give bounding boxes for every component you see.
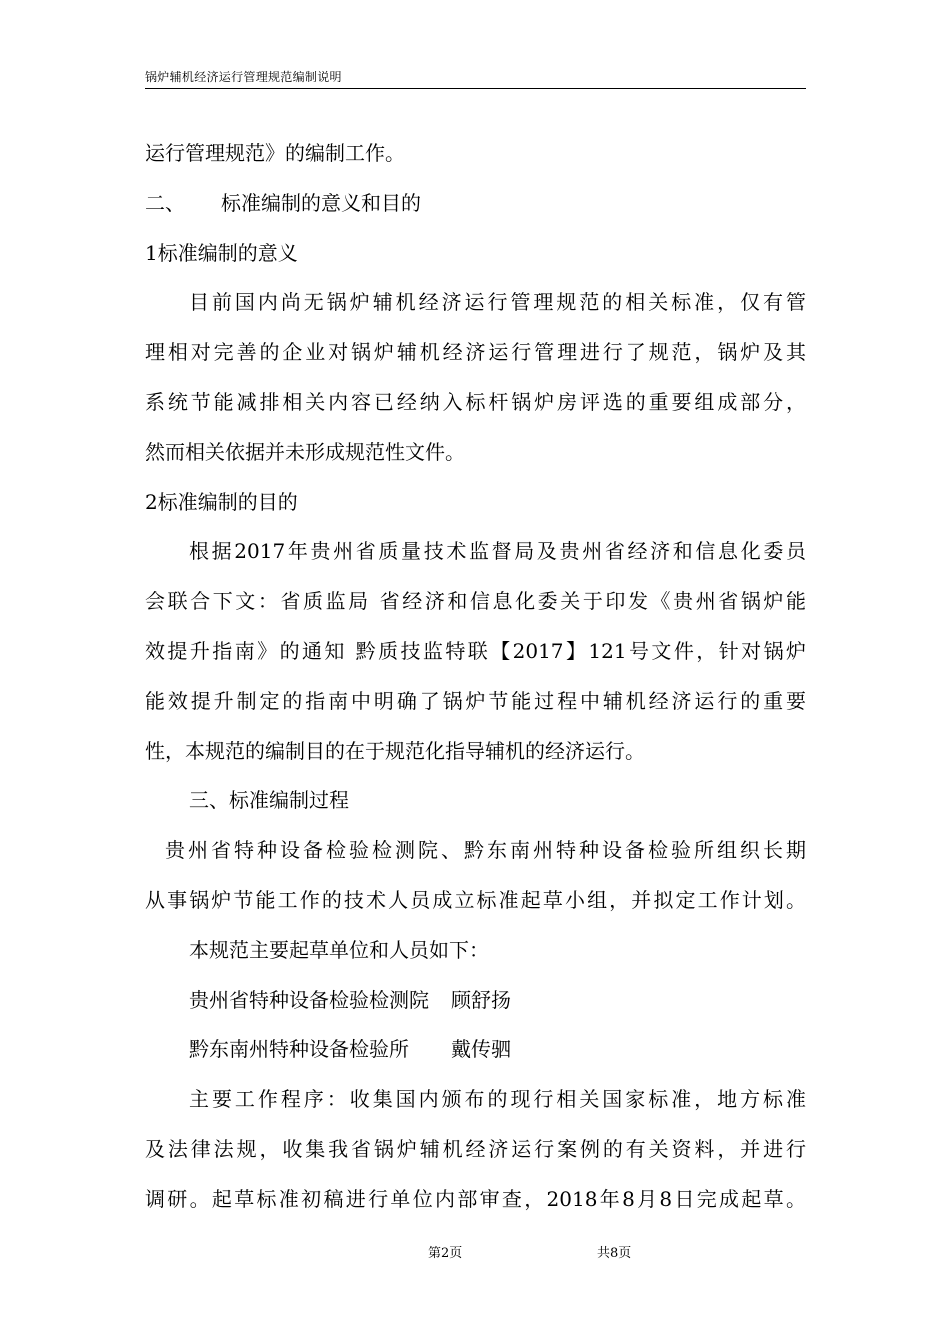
subheading-2: 2标准编制的目的 bbox=[145, 489, 298, 514]
paragraph-line: 目前国内尚无锅炉辅机经济运行管理规范的相关标准，仅有管 bbox=[189, 290, 806, 315]
paragraph-line: 理相对完善的企业对锅炉辅机经济运行管理进行了规范，锅炉及其 bbox=[145, 340, 806, 365]
paragraph-line: 本规范主要起草单位和人员如下： bbox=[189, 937, 489, 962]
paragraph-line: 主要工作程序：收集国内颁布的现行相关国家标准，地方标准 bbox=[189, 1087, 806, 1112]
paragraph-line: 会联合下文：省质监局 省经济和信息化委关于印发《贵州省锅炉能 bbox=[145, 589, 806, 614]
drafter-org: 黔东南州特种设备检验所 bbox=[189, 1037, 409, 1062]
drafter-row bbox=[145, 976, 806, 1026]
drafter-org: 贵州省特种设备检验检测院 bbox=[189, 987, 429, 1012]
paragraph-line: 性，本规范的编制目的在于规范化指导辅机的经济运行。 bbox=[145, 738, 645, 763]
header-title: 锅炉辅机经济运行管理规范编制说明 bbox=[145, 70, 342, 84]
subheading-1: 1标准编制的意义 bbox=[145, 240, 298, 265]
paragraph-line: 运行管理规范》的编制工作。 bbox=[145, 141, 405, 165]
section-heading-3: 三、标准编制过程 bbox=[189, 788, 349, 813]
page-total: 共8页 bbox=[597, 1246, 632, 1261]
paragraph-line: 效提升指南》的通知 黔质技监特联【2017】121号文件，针对锅炉 bbox=[145, 638, 806, 663]
paragraph-line: 然而相关依据并未形成规范性文件。 bbox=[145, 439, 465, 464]
paragraph-line: 根据2017年贵州省质量技术监督局及贵州省经济和信息化委员 bbox=[189, 539, 806, 564]
section-title: 标准编制的意义和目的 bbox=[221, 190, 421, 215]
page-header bbox=[145, 66, 806, 89]
drafter-person: 顾舒扬 bbox=[451, 987, 511, 1012]
drafter-row bbox=[145, 1025, 806, 1075]
paragraph-line: 系统节能减排相关内容已经纳入标杆锅炉房评选的重要组成部分， bbox=[145, 389, 806, 414]
section-heading-2 bbox=[145, 179, 806, 229]
section-number: 二、 bbox=[145, 190, 185, 215]
document-body bbox=[145, 129, 806, 1225]
paragraph-line: 调研。起草标准初稿进行单位内部审查，2018年8月8日完成起草。 bbox=[145, 1186, 806, 1211]
paragraph-line: 及法律法规，收集我省锅炉辅机经济运行案例的有关资料，并进行 bbox=[145, 1136, 806, 1161]
paragraph-line: 从事锅炉节能工作的技术人员成立标准起草小组，并拟定工作计划。 bbox=[145, 887, 806, 912]
drafter-person: 戴传驷 bbox=[451, 1037, 511, 1062]
paragraph-line: 能效提升制定的指南中明确了锅炉节能过程中辅机经济运行的重要 bbox=[145, 688, 806, 713]
page-number: 第2页 bbox=[428, 1246, 463, 1261]
paragraph-line: 贵州省特种设备检验检测院、黔东南州特种设备检验所组织长期 bbox=[165, 838, 806, 863]
